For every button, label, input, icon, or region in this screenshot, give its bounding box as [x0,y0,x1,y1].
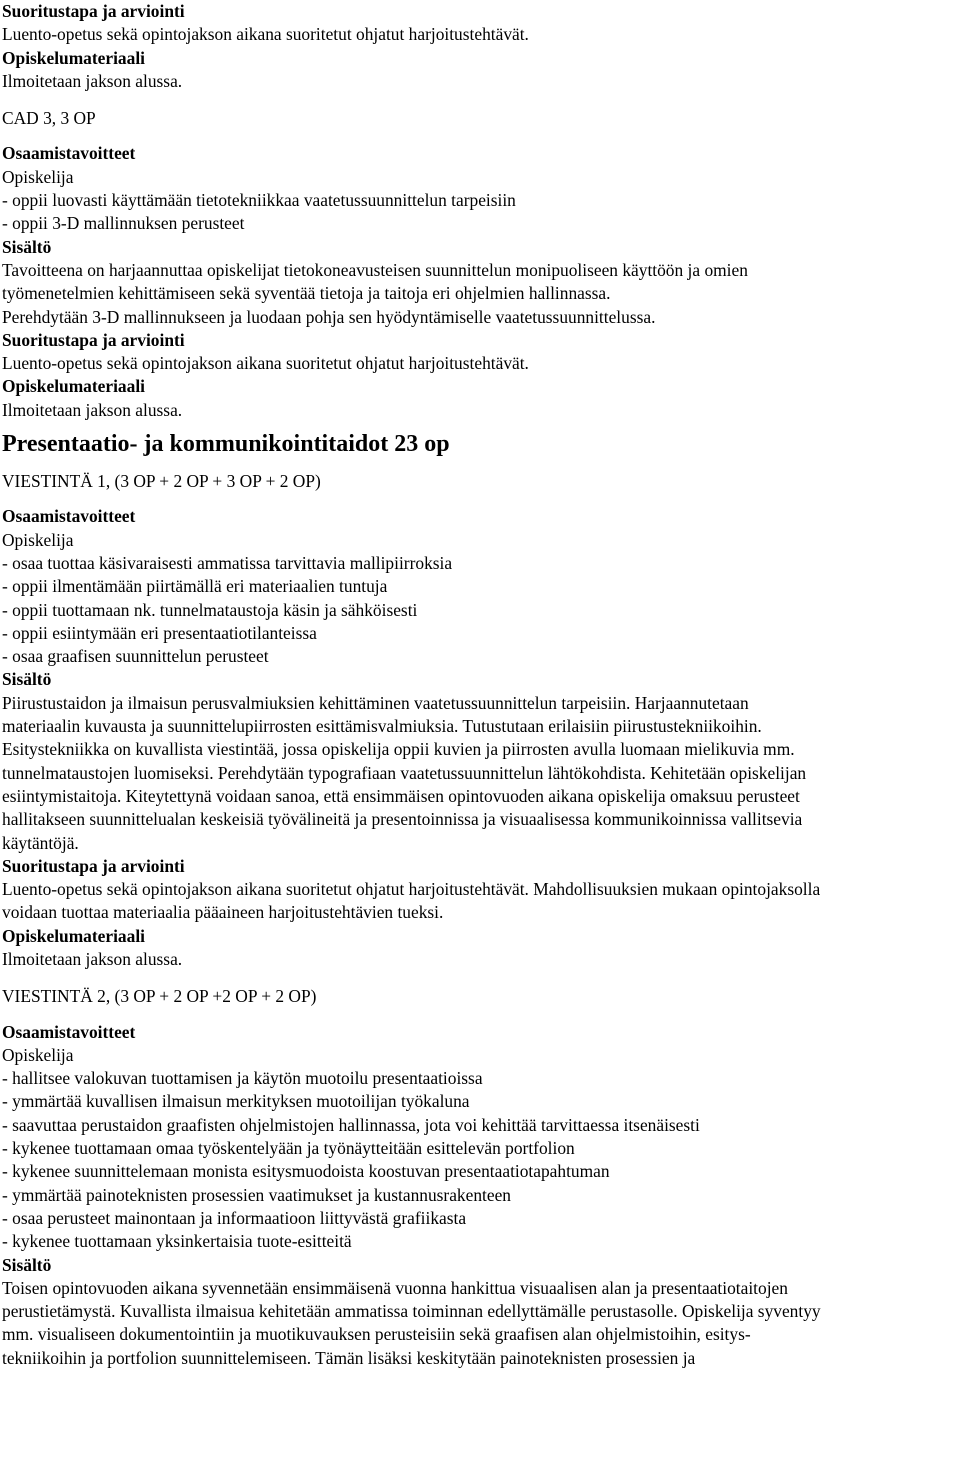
opiskelumateriaali-text: Ilmoitetaan jakson alussa. [2,399,183,420]
heading-suoritustapa: Suoritustapa ja arviointi [2,1,185,21]
heading-suoritustapa: Suoritustapa ja arviointi [2,329,185,350]
course-cad3 [2,107,960,422]
sisalto-line: materiaalin kuvausta ja suunnittelupiirrosten esittämisvalmiuksia. Tutustutaan erilaisiin piirustustekniikoihin. [2,716,762,737]
suoritustapa-line: Luento-opetus sekä opintojakson aikana suoritetut ohjatut harjoitustehtävät. Mahdollisuuksien mukaan opintojaksolla [2,879,821,900]
section-title: Presentaatio- ja kommunikointitaidot 23 op [2,431,450,458]
sisalto-line: Perehdytään 3-D mallinnukseen ja luodaan pohja sen hyödyntämiselle vaatetussuunnittelussa. [2,306,656,327]
goal-item: - osaa perusteet mainontaan ja informaatioon liittyvästä grafiikasta [2,1207,467,1228]
goal-item: - oppii esiintymään eri presentaatiotilanteissa [2,622,317,643]
goal-item: - ymmärtää kuvallisen ilmaisun merkityksen muotoilijan työkaluna [2,1091,470,1112]
opiskelumateriaali-text: Ilmoitetaan jakson alussa. [2,70,183,91]
sisalto-line: Toisen opintovuoden aikana syvennetään ensimmäisenä vuonna hankittua visuaalisen alan ja presentaatiotaitojen [2,1277,788,1298]
heading-opiskelumateriaali: Opiskelumateriaali [2,376,145,397]
sisalto-line: mm. visualiseen dokumentointiin ja muotikuvauksen perusteisiin sekä graafisen alan ohjelmistoihin, esitys- [2,1324,751,1345]
goal-item: - ymmärtää painoteknisten prosessien vaatimukset ja kustannusrakenteen [2,1184,512,1205]
suoritustapa-text: Luento-opetus sekä opintojakson aikana suoritetut ohjatut harjoitustehtävät. [2,24,529,45]
spacer [2,93,960,107]
heading-suoritustapa: Suoritustapa ja arviointi [2,855,185,876]
goal-item: - kykenee suunnittelemaan monista esitysmuodoista koostuvan presentaatiotapahtuman [2,1161,610,1182]
opiskelija-label: Opiskelija [2,529,74,550]
goal-item: - kykenee tuottamaan omaa työskentelyään ja työnäytteitään esittelevän portfolion [2,1138,575,1159]
course-title: CAD 3, 3 OP [2,108,96,129]
opiskelumateriaali-text: Ilmoitetaan jakson alussa. [2,948,183,969]
heading-osaamistavoitteet: Osaamistavoitteet [2,1021,136,1042]
sisalto-line: tekniikoihin ja portfolion suunnittelemiseen. Tämän lisäksi keskitytään painoteknisten prosessien ja [2,1347,696,1368]
sisalto-line: Piirustustaidon ja ilmaisun perusvalmiuksien kehittäminen vaatetussuunnittelun tarpeisiin. Harjaannutetaan [2,692,749,713]
course-viestinta2 [2,985,960,1370]
spacer [2,1009,960,1021]
goal-item: - osaa graafisen suunnittelun perusteet [2,646,269,667]
goal-item: - hallitsee valokuvan tuottamisen ja käytön muotoilu presentaatioissa [2,1068,483,1089]
sisalto-line: työmenetelmien kehittämiseen sekä syventää tietoja ja taitoja eri ohjelmien hallinnassa. [2,283,611,304]
goal-item: - oppii luovasti käyttämään tietotekniikkaa vaatetussuunnittelun tarpeisiin [2,190,516,211]
sisalto-line: hallitakseen suunnittelualan keskeisiä työvälineitä ja presentoinnissa ja visuaalisessa kommunikoinnissa vallitsevia [2,809,803,830]
heading-sisalto: Sisältö [2,236,52,257]
goal-item: - oppii tuottamaan nk. tunnelmataustoja käsin ja sähköisesti [2,599,418,620]
opiskelija-label: Opiskelija [2,166,74,187]
heading-sisalto: Sisältö [2,669,52,690]
spacer [2,971,960,985]
heading-osaamistavoitteet: Osaamistavoitteet [2,506,136,527]
sisalto-line: Tavoitteena on harjaannuttaa opiskelijat tietokoneavusteisen suunnittelun monipuoliseen käyttöön ja omien [2,259,748,280]
sisalto-line: tunnelmataustojen luomiseksi. Perehdytään typografiaan vaatetussuunnittelun lähtökohdista. Kehitetään opiskelijan [2,762,807,783]
spacer [2,130,960,142]
suoritustapa-line: voidaan tuottaa materiaalia pääaineen harjoitustehtävien tueksi. [2,902,444,923]
suoritustapa-text: Luento-opetus sekä opintojakson aikana suoritetut ohjatut harjoitustehtävät. [2,353,529,374]
spacer [2,493,960,505]
previous-course-tail [2,0,960,93]
goal-item: - kykenee tuottamaan yksinkertaisia tuote-esitteitä [2,1231,352,1252]
sisalto-line: käytäntöjä. [2,832,79,853]
goal-item: - saavuttaa perustaidon graafisten ohjelmistojen hallinnassa, jota voi kehittää tarvittaessa itsenäisesti [2,1114,700,1135]
course-title: VIESTINTÄ 1, (3 OP + 2 OP + 3 OP + 2 OP) [2,471,321,492]
goal-item: - osaa tuottaa käsivaraisesti ammatissa tarvittavia mallipiirroksia [2,552,453,573]
goal-item: - oppii ilmentämään piirtämällä eri materiaalien tuntuja [2,576,388,597]
opiskelija-label: Opiskelija [2,1044,74,1065]
heading-opiskelumateriaali: Opiskelumateriaali [2,925,145,946]
heading-sisalto: Sisältö [2,1254,52,1275]
course-title: VIESTINTÄ 2, (3 OP + 2 OP +2 OP + 2 OP) [2,986,317,1007]
course-viestinta1 [2,470,960,971]
sisalto-line: Esitystekniikka on kuvallista viestintää, jossa opiskelija oppii kuvien ja piirrosten avulla luomaan mielikuvia mm. [2,739,795,760]
sisalto-line: esiintymistaitoja. Kiteytettynä voidaan sanoa, että ensimmäisen opintovuoden aikana opiskelija omaksuu perusteet [2,785,800,806]
heading-opiskelumateriaali: Opiskelumateriaali [2,47,145,68]
sisalto-line: perustietämystä. Kuvallista ilmaisua kehitetään ammatissa toiminnan edellyttämälle perustasolle. Opiskelija syventyy [2,1301,821,1322]
goal-item: - oppii 3-D mallinnuksen perusteet [2,213,245,234]
heading-osaamistavoitteet: Osaamistavoitteet [2,143,136,164]
